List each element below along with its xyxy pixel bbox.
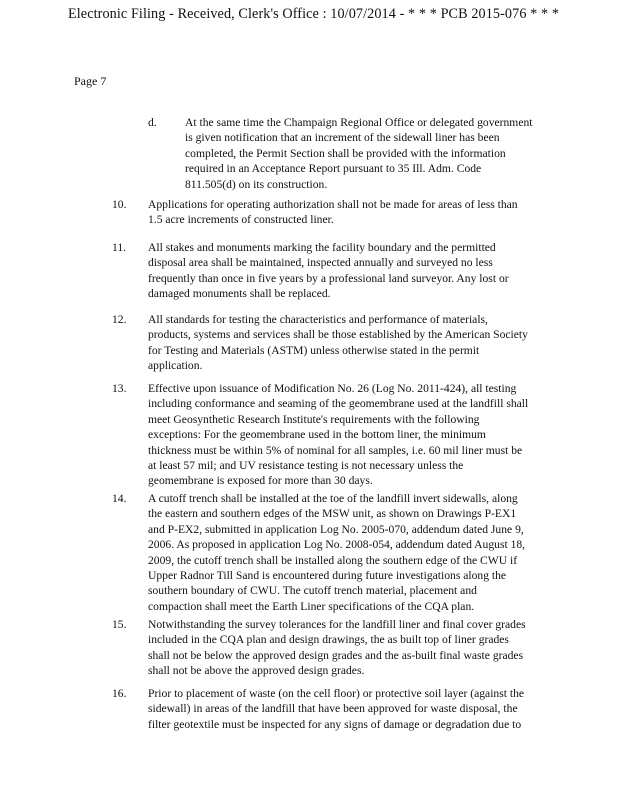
text-line: for Testing and Materials (ASTM) unless otherwise stated in the permit bbox=[148, 343, 480, 357]
text-line: 2006. As proposed in application Log No. 2008-054, addendum dated August 18, bbox=[148, 538, 526, 552]
text-line: including conformance and seaming of the geomembrane used at the landfill shall bbox=[148, 397, 529, 411]
paragraph-number: 14. bbox=[112, 492, 127, 505]
text-line: southern boundary of CWU. The cutoff trench material, placement and bbox=[148, 584, 477, 598]
text-line: products, systems and services shall be those established by the American Society bbox=[148, 328, 528, 342]
paragraph-number: d. bbox=[148, 116, 157, 129]
paragraph-text bbox=[148, 686, 524, 732]
text-line: All standards for testing the characteristics and performance of materials, bbox=[148, 313, 488, 326]
text-line: All stakes and monuments marking the facility boundary and the permitted bbox=[148, 241, 496, 254]
text-line: Effective upon issuance of Modification No. 26 (Log No. 2011-424), all testing bbox=[148, 382, 517, 395]
text-line: Upper Radnor Till Sand is encountered during future investigations along the bbox=[148, 569, 507, 583]
paragraph-text bbox=[148, 312, 528, 374]
text-line: disposal area shall be maintained, inspected annually and surveyed no less bbox=[148, 256, 493, 270]
paragraph-number: 16. bbox=[112, 687, 127, 700]
efiling-header: Electronic Filing - Received, Clerk's Office : 10/07/2014 - * * * PCB 2015-076 * * * bbox=[68, 6, 560, 22]
text-line: meet Geosynthetic Research Institute's requirements with the following bbox=[148, 412, 480, 426]
text-line: compaction shall meet the Earth Liner specifications of the CQA plan. bbox=[148, 599, 475, 613]
text-line: At the same time the Champaign Regional Office or delegated government bbox=[185, 116, 533, 129]
paragraph-text bbox=[148, 197, 518, 228]
text-line: shall not be above the approved design grades. bbox=[148, 664, 365, 678]
paragraph-number: 15. bbox=[112, 618, 127, 631]
paragraph-text bbox=[148, 240, 509, 302]
text-line: at least 57 mil; and UV resistance testing is not necessary unless the bbox=[148, 459, 464, 473]
text-line: sidewall) in areas of the landfill that have been approved for waste disposal, the bbox=[148, 702, 518, 716]
text-line: 1.5 acre increments of constructed liner. bbox=[148, 213, 334, 227]
text-line: Prior to placement of waste (on the cell floor) or protective soil layer (against the bbox=[148, 687, 525, 700]
text-line: application. bbox=[148, 359, 203, 373]
text-line: A cutoff trench shall be installed at the toe of the landfill invert sidewalls, along bbox=[148, 492, 518, 505]
text-line: filter geotextile must be inspected for any signs of damage or degradation due to bbox=[148, 717, 522, 731]
text-line: the eastern and southern edges of the MSW unit, as shown on Drawings P-EX1 bbox=[148, 507, 517, 521]
paragraph-number: 13. bbox=[112, 382, 127, 395]
paragraph-number: 10. bbox=[112, 198, 127, 211]
text-line: is given notification that an increment of the sidewall liner has been bbox=[185, 131, 500, 145]
text-line: 811.505(d) on its construction. bbox=[185, 177, 328, 191]
paragraph-number: 12. bbox=[112, 313, 127, 326]
text-line: Notwithstanding the survey tolerances for the landfill liner and final cover grades bbox=[148, 618, 526, 631]
text-line: frequently than once in five years by a professional land surveyor. Any lost or bbox=[148, 271, 509, 285]
text-line: 2009, the cutoff trench shall be installed along the southern edge of the CWU if bbox=[148, 553, 518, 567]
paragraph-text bbox=[148, 381, 528, 489]
paragraph-text bbox=[148, 491, 525, 614]
text-line: included in the CQA plan and design drawings, the as built top of liner grades bbox=[148, 633, 509, 647]
text-line: thickness must be within 5% of nominal for all samples, i.e. 60 mil liner must be bbox=[148, 443, 523, 457]
text-line: damaged monuments shall be replaced. bbox=[148, 287, 331, 301]
paragraph-text bbox=[185, 115, 533, 192]
paragraph-text bbox=[148, 617, 526, 679]
text-line: required in an Acceptance Report pursuant to 35 Ill. Adm. Code bbox=[185, 162, 482, 176]
text-line: exceptions: For the geomembrane used in the bottom liner, the minimum bbox=[148, 428, 486, 442]
text-line: geomembrane is exposed for more than 30 days. bbox=[148, 474, 373, 488]
text-line: and P-EX2, submitted in application Log No. 2005-070, addendum dated June 9, bbox=[148, 522, 524, 536]
page-number: Page 7 bbox=[74, 74, 107, 88]
text-line: shall not be below the approved design grades and the as-built final waste grades bbox=[148, 648, 524, 662]
text-line: Applications for operating authorization shall not be made for areas of less than bbox=[148, 198, 518, 211]
text-line: completed, the Permit Section shall be provided with the information bbox=[185, 146, 506, 160]
paragraph-number: 11. bbox=[112, 241, 127, 254]
